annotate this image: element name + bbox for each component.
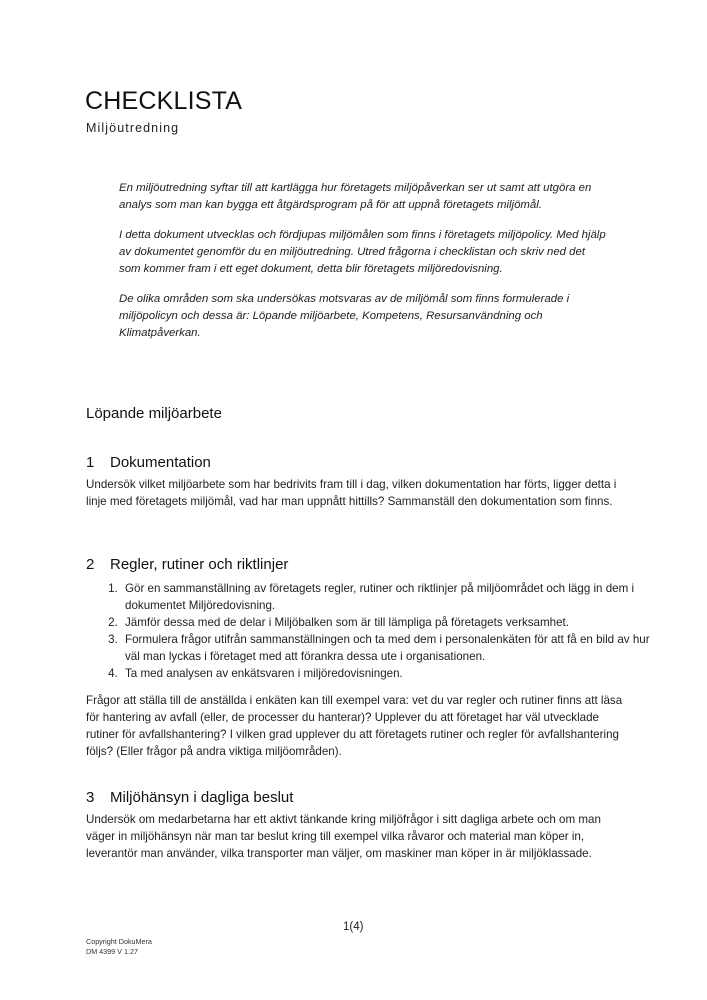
section-body: Undersök om medarbetarna har ett aktivt tänkande kring miljöfrågor i sitt dagliga arbete och om man väger in miljöhänsyn när man tar beslut kring till exempel vilka råvaror och material man köper in, leverantör man använder, vilka transporter man väljer, om maskiner man köper in är miljöklassade. xyxy=(86,813,601,860)
list-item: 1. Gör en sammanställning av företagets regler, rutiner och riktlinjer på miljöområdet och lägg in dem i dokumentet Miljöredovisning. xyxy=(121,580,666,614)
heading-number: 1 xyxy=(86,454,95,471)
intro-paragraph: En miljöutredning syftar till att kartlägga hur företagets miljöpåverkan ser ut samt att utgöra en analys som man kan bygga ett åtgärdsprogram på för att uppnå företagets miljömål. xyxy=(119,182,592,211)
footer-doc-id: DM 4399 V 1.27 xyxy=(86,946,138,956)
heading-text: Miljöhänsyn i dagliga beslut xyxy=(110,789,294,806)
intro-paragraph: De olika områden som ska undersökas motsvaras av de miljömål som finns formulerade i miljöpolicyn och dessa är: Löpande miljöarbete, Kompetens, Resursanvändning och Klimatpåverkan. xyxy=(119,293,570,339)
document-title: CHECKLISTA xyxy=(85,87,243,115)
list-item: 3. Formulera frågor utifrån sammanställningen och ta med dem i personalenkäten för att få en bild av hur väl man lyckas i företaget med att förankra dessa ute i organisationen. xyxy=(121,631,666,665)
heading-text: Dokumentation xyxy=(110,454,211,471)
heading-dokumentation xyxy=(86,454,211,471)
document-subtitle: Miljöutredning xyxy=(86,121,180,135)
heading-regler xyxy=(86,556,288,573)
heading-miljohansyn xyxy=(86,789,293,806)
intro-paragraph: I detta dokument utvecklas och fördjupas miljömålen som finns i företagets miljöpolicy. Med hjälp av dokumentet genomför du en miljöutredning. Utred frågorna i checklistan och skriv ned det som kommer fram i ett eget dokument, detta blir företagets miljöredovisning. xyxy=(119,229,606,275)
page-number: 1(4) xyxy=(343,921,364,933)
footer xyxy=(86,937,152,956)
steps-list xyxy=(86,580,666,682)
heading-text: Regler, rutiner och riktlinjer xyxy=(110,556,289,573)
heading-number: 2 xyxy=(86,556,95,573)
heading-number: 3 xyxy=(86,789,95,806)
list-item: 2. Jämför dessa med de delar i Miljöbalken som är till lämpliga på företagets verksamhet. xyxy=(121,614,666,631)
footer-copyright: Copyright DokuMera xyxy=(86,937,152,946)
section-title: Löpande miljöarbete xyxy=(86,405,222,422)
intro-block xyxy=(119,180,609,355)
section-body: Undersök vilket miljöarbete som har bedrivits fram till i dag, vilken dokumentation har förts, ligger detta i linje med företagets miljömål, vad har man uppnått hittills? Sammanställ den dokumentation som finns. xyxy=(86,478,617,508)
section-body: Frågor att ställa till de anställda i enkäten kan till exempel vara: vet du var regler och rutiner finns att läsa för hantering av avfall (eller, de processer du hanterar)? Upplever du att företaget har väl utvecklade rutiner för avfallshantering? I vilken grad upplever du att företagets rutiner och regler för avfallshantering följs? (Eller frågor på andra viktiga miljöområden). xyxy=(86,694,623,758)
list-item: 4. Ta med analysen av enkätsvaren i miljöredovisningen. xyxy=(121,665,666,682)
